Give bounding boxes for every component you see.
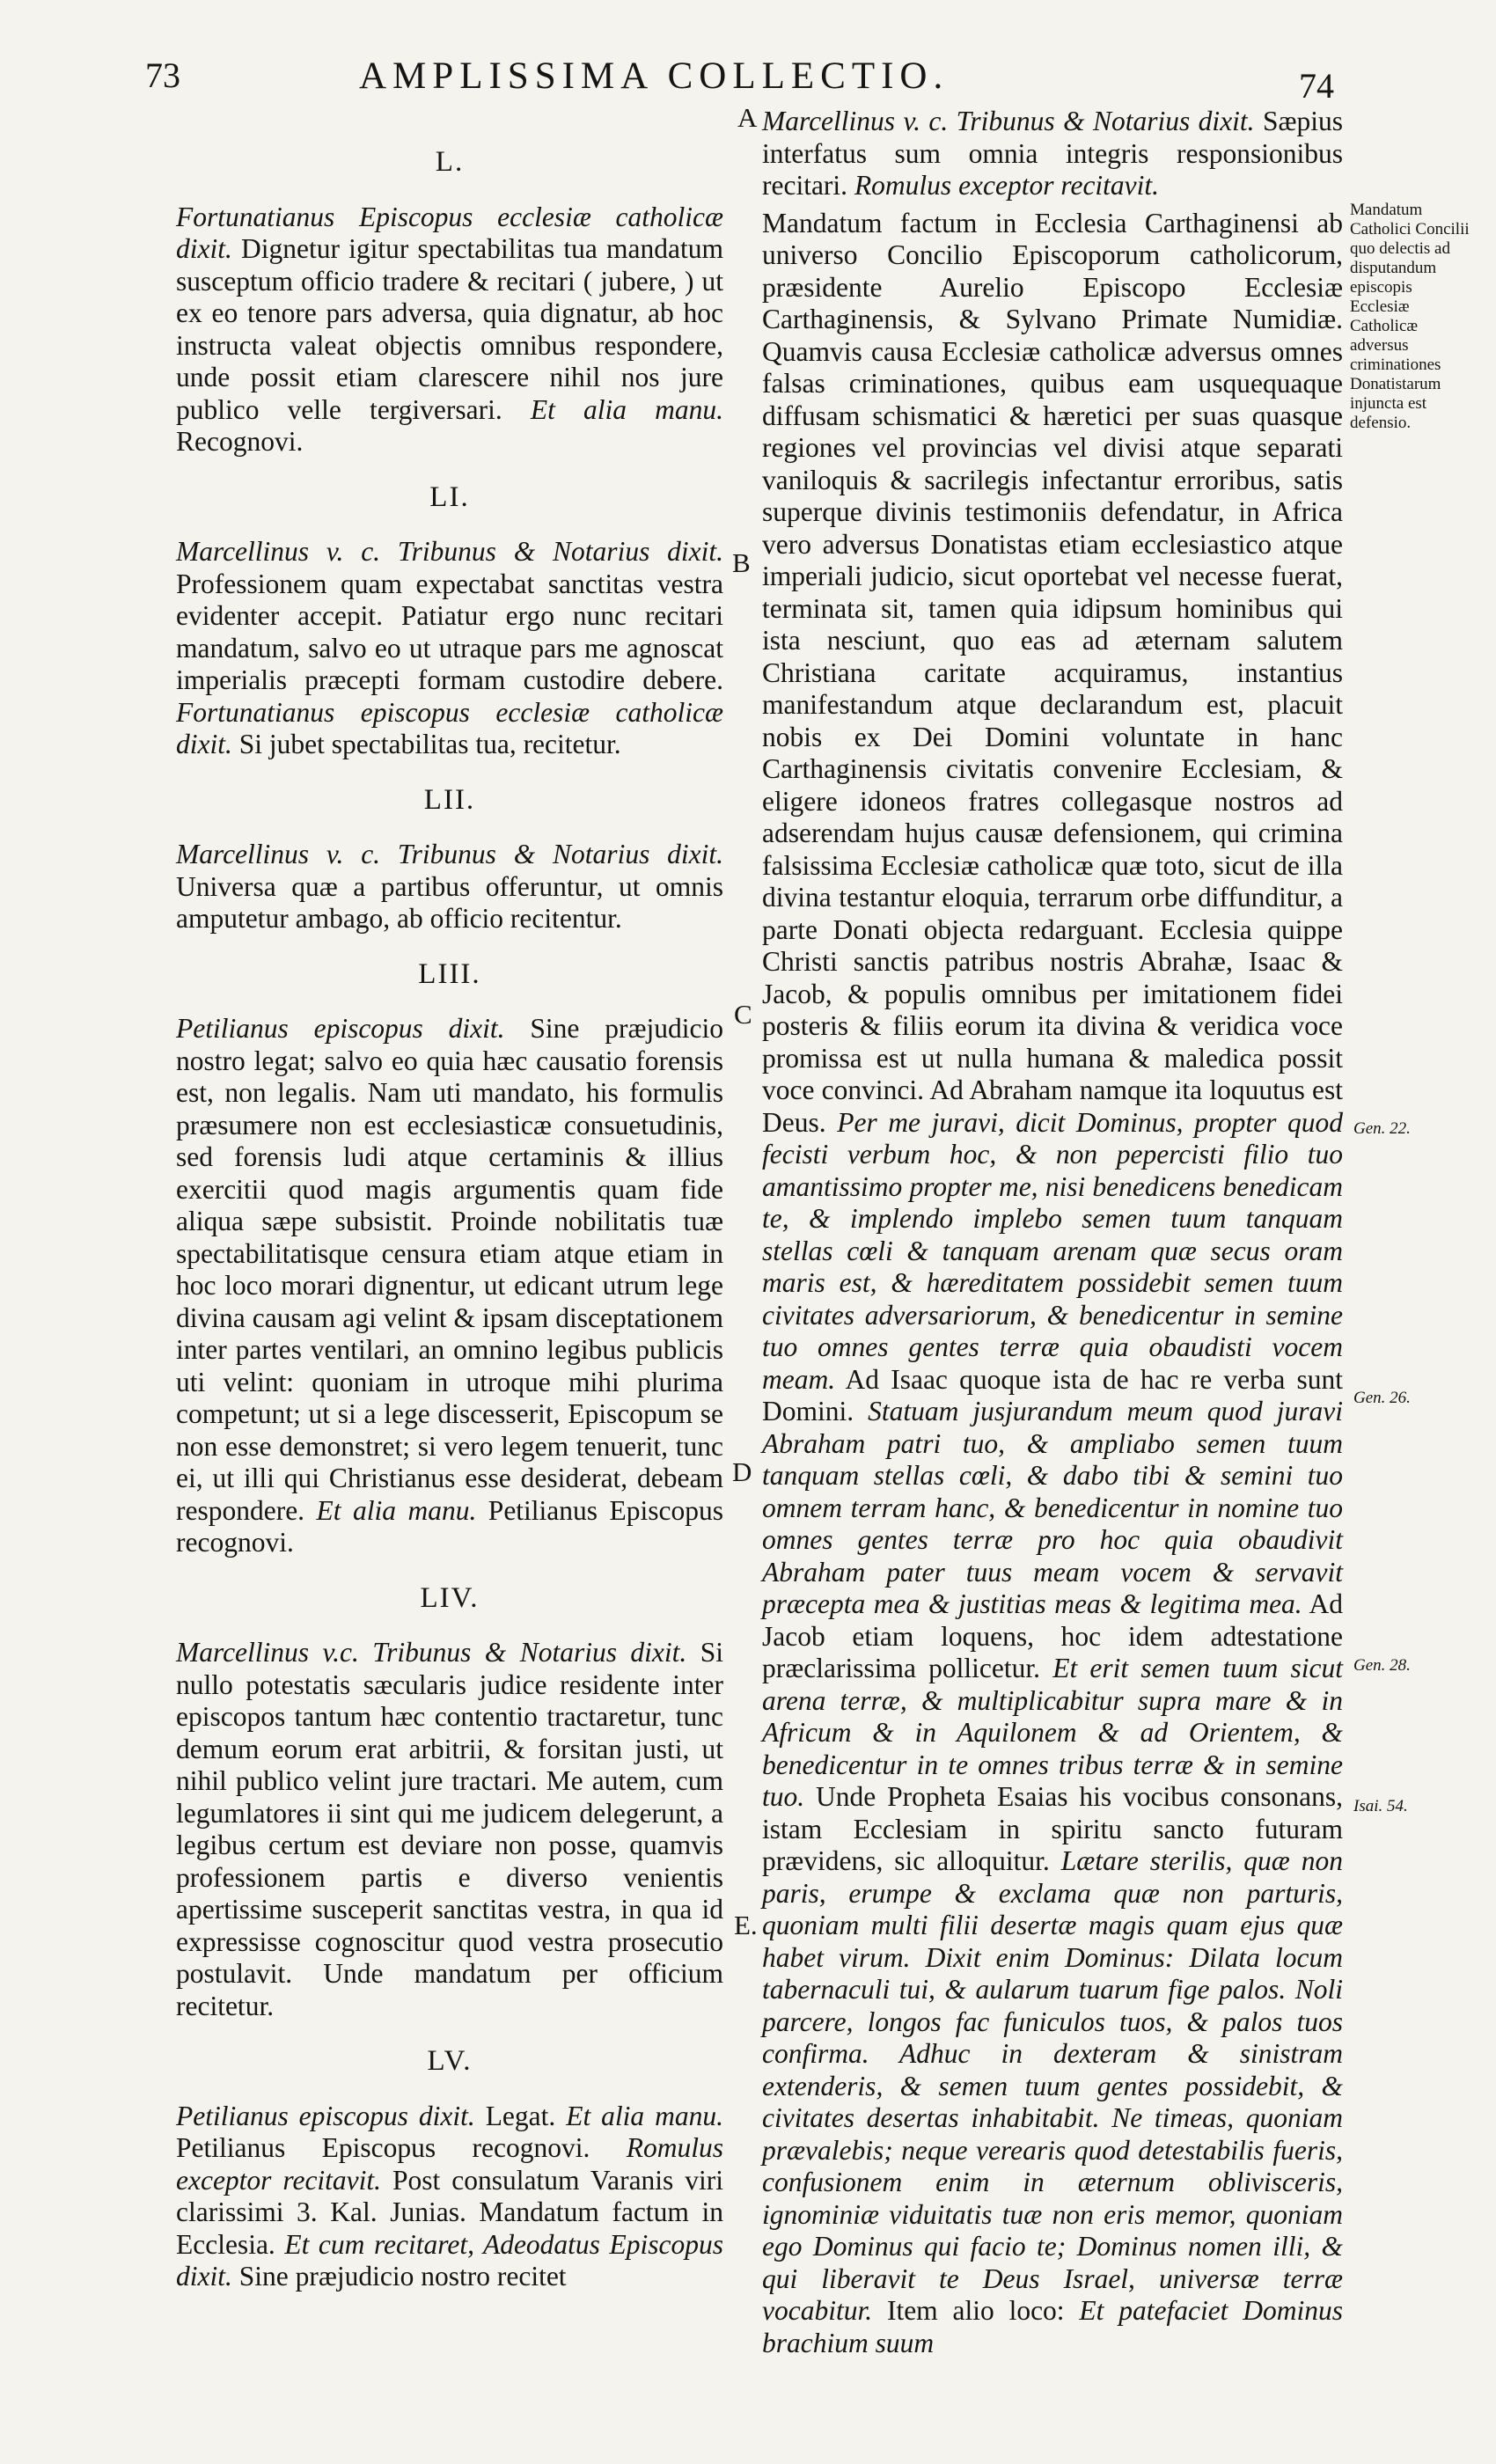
text: Professionem quam expectabat sanctitas vestra evidenter accepit. Patiatur ergo nunc recitari mandatum, salvo eo ut utraque pars me agnoscat imperialis præcepti formam custodire debere. [176, 568, 723, 695]
text: Mandatum factum in Ecclesia Carthaginensi ab universo Concilio Episcoporum catholicorum, præsidente Aurelio Episcopo Ecclesiæ Carthaginensis, & Sylvano Primate Numidiæ. Quamvis causa Ecclesiæ catholicæ adversus omnes falsas criminationes, quibus eam usquequaque diffusam schismatici & hæretici per suas quasque regiones vel provincias vel divisi atque separati vaniloquis & sacrilegis infectantur erroribus, satis superque divinis testimoniis defendatur, in Africa vero adversus Donatistas etiam ecclesiastico atque imperiali judicio, sicut oportebat vel necesse fuerat, terminata sit, tamen quia idipsum hominibus qui ista nesciunt, quo eas ad æternam salutem Christiana caritate acquiramus, instantius manifestandum atque declarandum est, placuit nobis ex Dei Domini voluntate in hanc Carthaginensis civitatis convenire Ecclesiam, & eligere idoneos fratres collegasque nostros ad adserendam hujus causæ defensionem, qui crimina falsissima Ecclesiæ catholicæ quæ toto, sicut de illa divina testantur eloquia, terrarum orbe diffunditur, a parte Donati objecta redarguant. Ecclesia quippe Christi sanctis patribus nostris Abrahæ, Isaac & Jacob, & populis omnibus per imitationem fidei posteris & filiis eorum ita divina & veridica voce promissa est ut nulla humana & maledica possit voce convinci. Ad Abraham namque ita loquutus est Deus. [762, 207, 1343, 1138]
reference-gen22: Gen. 22. [1353, 1119, 1411, 1138]
speaker: Et alia manu. [316, 1494, 477, 1526]
text: Petilianus Episcopus recognovi. [176, 2132, 590, 2163]
text: Post consulatum Varanis viri clarissimi 3. Kal. Junias. Mandatum factum in Ecclesia. [176, 2164, 724, 2260]
margin-letter-d: D [732, 1456, 752, 1487]
margin-letter-b: B [732, 547, 751, 578]
margin-letter-e: E. [734, 1910, 758, 1940]
section-heading: LI. [429, 480, 470, 513]
text: Dignetur igitur spectabilitas tua mandatum susceptum officio tradere & recitari ( jubere, ) ut ex eo tenore pars adversa, quia dignatur, ab hoc instructa valeat objectis omnibus respondere, unde possit etiam clarescere nihil nos jure publico velle tergiversari. [176, 233, 723, 425]
section-heading: LV. [427, 2045, 473, 2077]
text: Recognovi. [176, 426, 304, 457]
speaker: Et cum recitaret, Adeodatus Episcopus dixit. [176, 2228, 723, 2292]
speaker: Petilianus episcopus dixit. [176, 1013, 505, 1044]
reference-isai54: Isai. 54. [1353, 1797, 1408, 1815]
paragraph [762, 106, 1343, 202]
text: Legat. [485, 2100, 556, 2131]
scripture-quote: Et erit semen tuum sicut arena terræ, & multiplicabitur supra mare & in Africum & in Aquilonem & ad Orientem, & benedicentur in te omnes tribus terræ & in semine tuo. [762, 1653, 1344, 1812]
paragraph [176, 2101, 723, 2293]
margin-note: Mandatum Catholici Concilii quo delectis ad disputandum episcopis Ecclesiæ Catholicæ adversus criminationes Donatistarum injuncta est defensio. [1350, 201, 1470, 432]
right-column [762, 106, 1343, 2365]
text: Sine præjudicio nostro legat; salvo eo quia hæc causatio forensis est, non legalis. Nam uti mandato, his formulis præsumere non est ecclesiasticæ consuetudinis, sed forensis ludi atque certaminis & illius exercitii quod magis argumentis quam fide aliqua sæpe subsistit. Proinde nobilitatis tuæ spectabilitatisque censura etiam atque etiam in hoc loco morari dignentur, ut edicant utrum lege divina causam agi velint & ipsam disceptationem inter partes ventilari, an omnino legibus publicis uti velint: quoniam in utroque mihi plurima competunt; ut si a lege discesserit, Episcopum se non esse demonstret; si vero legem tenuerit, tunc ei, ut illi qui Christianus esse desiderat, debeam respondere. [176, 1013, 723, 1526]
speaker: Et alia manu. [566, 2100, 724, 2131]
section-heading: LIII. [418, 957, 481, 990]
speaker: Marcellinus v. c. Tribunus & Notarius dixit. [176, 839, 723, 869]
paragraph [176, 536, 723, 761]
section-heading: LII. [423, 783, 476, 816]
scripture-quote: Lætare sterilis, quæ non paris, erumpe & exclama quæ non parturis, quoniam multi filii desertæ magis quam ejus quæ habet virum. Dixit enim Dominus: Dilata locum tabernaculi tui, & aularum tuarum fige palos. Noli parcere, longos fac funiculos tuos, & palos tuos confirma. Adhuc in dexteram & sinistram extenderis, & semen tuum gentes possidebit, & civitates desertas inhabitabit. Ne timeas, quoniam prævalebis; neque verearis quod detestabilis fueris, confusionem enim in æternum oblivisceris, ignominiæ viduitatis tuæ non eris memor, quoniam ego Dominus qui facio te; Dominus nomen illi, & qui liberavit te Deus Israel, universæ terræ vocabitur. [762, 1845, 1343, 2326]
scripture-quote: Per me juravi, dicit Dominus, propter quod fecisti verbum hoc, & non pepercisti filio tuo amantissimo propter me, nisi benedicens benedicam te, & implendo implebo semen tuum tanquam stellas cœli & tanquam arenam quæ secus oram maris est, & hæreditatem possidebit semen tuum civitates adversariorum, & benedicentur in semine tuo omnes gentes terræ quia obaudisti vocem meam. [762, 1106, 1344, 1395]
section-heading: L. [435, 146, 465, 178]
speaker: Romulus exceptor recitavit. [854, 170, 1160, 201]
speaker: Fortunatianus episcopus ecclesiæ catholicæ dixit. [176, 696, 723, 759]
text: Sine præjudicio nostro recitet [238, 2261, 567, 2292]
left-column [176, 123, 723, 2299]
speaker: Fortunatianus Episcopus ecclesiæ catholicæ dixit. [176, 201, 723, 264]
reference-gen26: Gen. 26. [1353, 1389, 1411, 1407]
speaker: Marcellinus v. c. Tribunus & Notarius dixit. [762, 106, 1255, 136]
running-title: AMPLISSIMA COLLECTIO. [359, 55, 950, 97]
speaker: Petilianus episcopus dixit. [176, 2100, 475, 2131]
text: Sæpius interfatus sum omnia integris responsionibus recitari. [762, 106, 1344, 201]
speaker: Marcellinus v. c. Tribunus & Notarius dixit. [176, 536, 723, 567]
text: Ad Isaac quoque ista de hac re verba sunt Domini. [762, 1363, 1343, 1426]
paragraph [176, 839, 723, 935]
scripture-quote: Et patefaciet Dominus brachium suum [762, 2295, 1344, 2358]
text: Unde Propheta Esaias his vocibus consonans, istam Ecclesiam in spiritu sancto futuram prævidens, sic alloquitur. [762, 1781, 1344, 1876]
text: Universa quæ a partibus offeruntur, ut omnis amputetur ambago, ab officio recitentur. [176, 870, 723, 934]
paragraph [176, 1013, 723, 1559]
paragraph [762, 208, 1343, 2360]
text: Si jubet spectabilitas tua, recitetur. [238, 729, 621, 759]
text: Ad Jacob etiam loquens, hoc idem adtestatione præclarissima pollicetur. [762, 1588, 1344, 1683]
reference-gen28: Gen. 28. [1353, 1656, 1411, 1675]
speaker: Marcellinus v.c. Tribunus & Notarius dixit. [176, 1637, 687, 1668]
page-number-right: 74 [1299, 66, 1334, 106]
margin-letter-c: C [734, 999, 752, 1030]
margin-letter-a: A [737, 102, 758, 133]
scripture-quote: Statuam jusjurandum meum quod juravi Abraham patri tuo, & ampliabo semen tuum tanquam stellas cœli, & dabo tibi & semini tuo omnem terram hanc, & benedicentur in nomine tuo omnes gentes terræ pro hoc quia obaudivit Abraham pater tuus meam vocem & servavit præcepta mea & justitias meas & legitima mea. [762, 1396, 1344, 1619]
section-heading: LIV. [420, 1581, 480, 1614]
text: Si nullo potestatis sæcularis judice residente inter episcopos tantum hæc contentio tractaretur, tunc demum eorum erat arbitrii, & forsitan justi, ut nihil publico velint jure tractari. Me autem, cum legumlatores ii sint qui me judicem delegerunt, a legibus certum est deviare non posse, quamvis professionem partis e diverso venientis apertissime susceperit sanctitas vestra, in qua id expressisse cognoscitur quod vestra prosecutio postulavit. Unde mandatum per officium recitetur. [176, 1637, 724, 2021]
text: Petilianus Episcopus recognovi. [176, 1494, 723, 1558]
paragraph [176, 1637, 723, 2022]
speaker: Romulus exceptor recitavit. [176, 2132, 723, 2196]
speaker: Et alia manu. [530, 393, 724, 425]
paragraph [176, 202, 723, 458]
text: Item alio loco: [886, 2295, 1065, 2326]
page-number-left: 73 [145, 55, 180, 95]
